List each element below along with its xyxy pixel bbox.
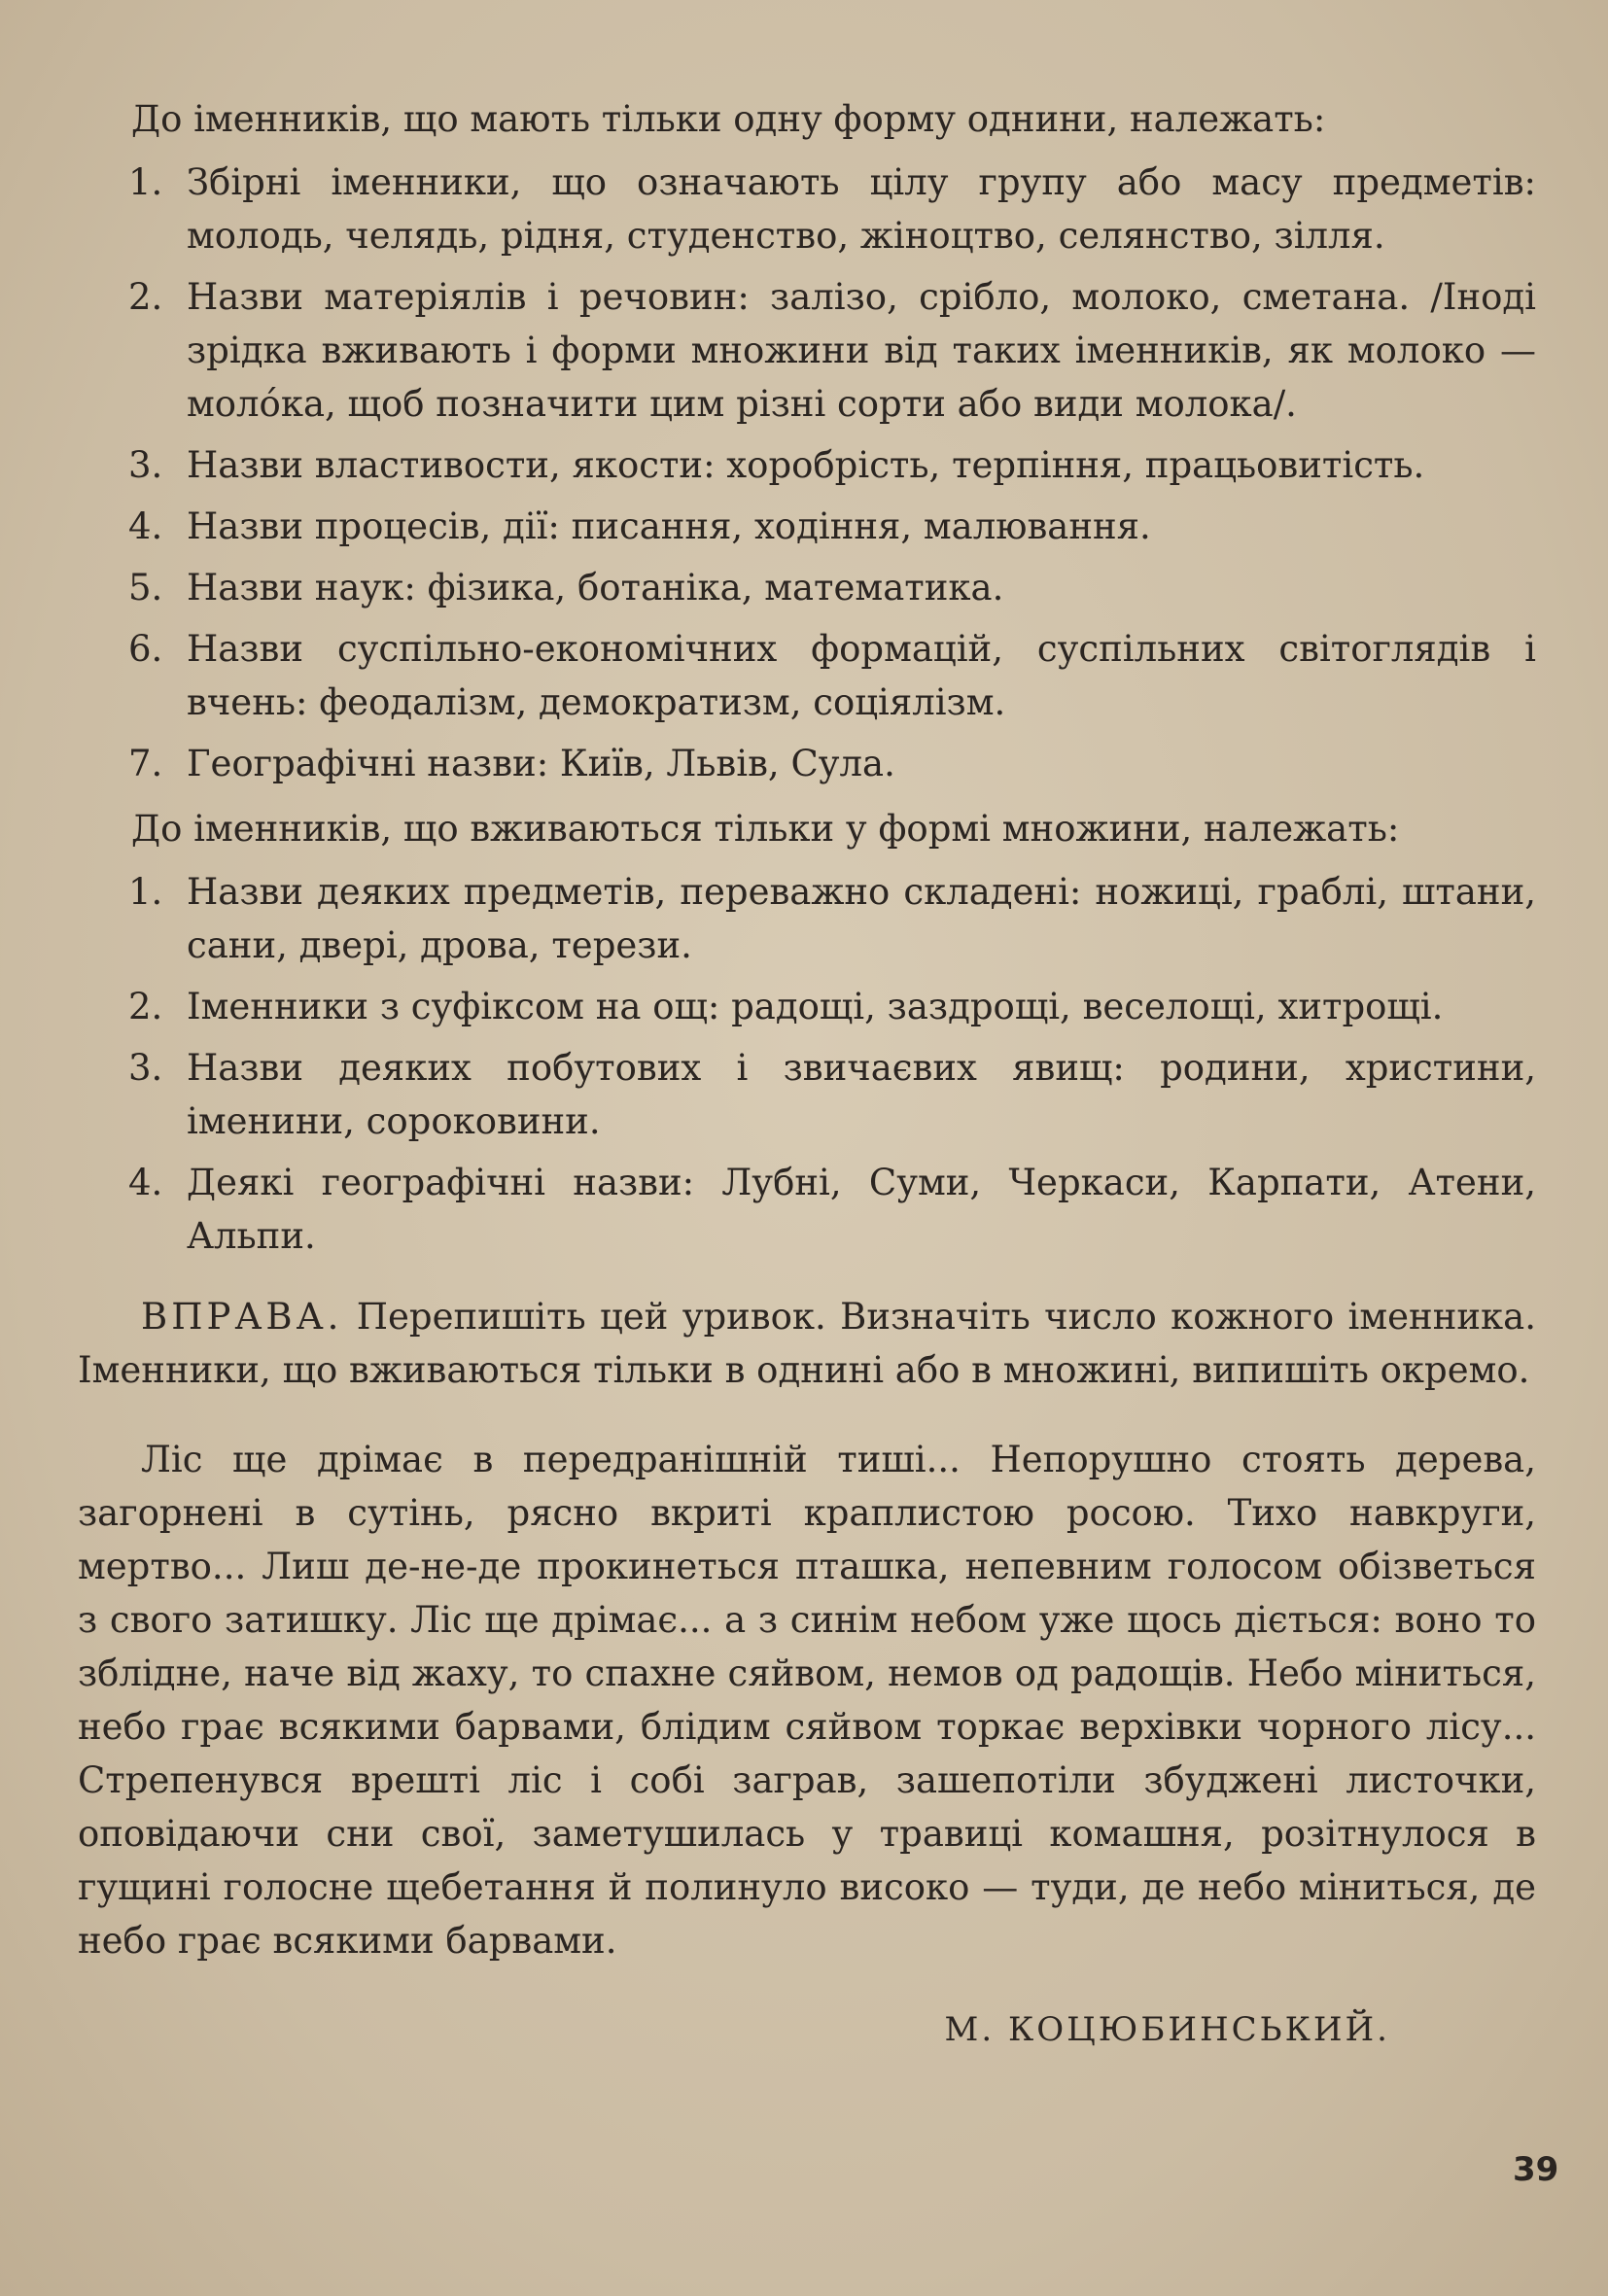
list-item bbox=[78, 1041, 1536, 1148]
section1-intro: До іменників, що мають тільки одну форму однини, належать: bbox=[131, 98, 1326, 140]
item-number: 3. bbox=[128, 1047, 163, 1089]
section1-list bbox=[78, 156, 1536, 790]
item-text: Назви процесів, дії: писання, ходіння, малювання. bbox=[187, 505, 1151, 547]
item-text: Географічні назви: Київ, Львів, Сула. bbox=[187, 743, 895, 784]
list-item bbox=[78, 156, 1536, 262]
list-item bbox=[78, 270, 1536, 431]
item-text: Збірні іменники, що означають цілу групу або масу предметів: молодь, челядь, рідня, студенство, жіноцтво, селянство, зілля. bbox=[187, 161, 1536, 257]
page-number: 39 bbox=[1513, 2150, 1559, 2189]
item-text: Назви наук: фізика, ботаніка, математика. bbox=[187, 567, 1004, 609]
item-text: Назви властивости, якости: хоробрість, терпіння, працьовитість. bbox=[187, 444, 1425, 486]
item-text: Назви матеріялів і речовин: залізо, срібло, молоко, сметана. /Іноді зрідка вживають і форми множини від таких іменників, як молоко — молóка, щоб позначити цим різні сорти або види молока/. bbox=[187, 276, 1536, 425]
exercise-label: ВПРАВА. bbox=[141, 1296, 343, 1338]
list-item bbox=[78, 980, 1536, 1033]
item-number: 5. bbox=[128, 567, 163, 609]
item-number: 2. bbox=[128, 986, 163, 1027]
exercise-heading bbox=[78, 1290, 1536, 1397]
item-text: Назви деяких предметів, переважно складені: ножиці, граблі, штани, сани, двері, дрова, терези. bbox=[187, 871, 1536, 966]
item-number: 4. bbox=[128, 1162, 163, 1203]
section2-intro: До іменників, що вживаються тільки у формі множини, належать: bbox=[131, 808, 1400, 850]
exercise-instruction: Перепишіть цей уривок. Визначіть число кожного іменника. Іменники, що вживаються тільки в однині або в множині, випишіть окремо. bbox=[78, 1296, 1536, 1391]
item-text: Іменники з суфіксом на ощ: радощі, заздрощі, веселощі, хитрощі. bbox=[187, 986, 1444, 1027]
item-number: 6. bbox=[128, 628, 163, 670]
item-number: 4. bbox=[128, 505, 163, 547]
item-text: Деякі географічні назви: Лубні, Суми, Черкаси, Карпати, Атени, Альпи. bbox=[187, 1162, 1536, 1257]
list-item bbox=[78, 500, 1536, 553]
item-number: 2. bbox=[128, 276, 163, 318]
list-item bbox=[78, 865, 1536, 972]
list-item bbox=[78, 1156, 1536, 1263]
page-content bbox=[78, 92, 1536, 2057]
item-number: 1. bbox=[128, 871, 163, 913]
list-item bbox=[78, 561, 1536, 614]
item-number: 3. bbox=[128, 444, 163, 486]
item-number: 7. bbox=[128, 743, 163, 784]
author-signature: М. КОЦЮБИНСЬКИЙ. bbox=[944, 2010, 1390, 2049]
item-number: 1. bbox=[128, 161, 163, 203]
item-text: Назви деяких побутових і звичаєвих явищ: родини, христини, іменини, сороковини. bbox=[187, 1047, 1536, 1142]
list-item bbox=[78, 438, 1536, 492]
exercise-passage: Ліс ще дрімає в передранішній тиші... Непорушно стоять дерева, загорнені в сутінь, рясно вкриті краплистою росою. Тихо навкруги, мертво... Лиш де-не-де прокинеться пташка, непевним голосом обізветься з свого затишку. Ліс ще дрімає... а з синім небом уже щось діється: воно то зблідне, наче від жаху, то спахне сяйвом, немов од радощів. Небо міниться, небо грає всякими барвами, блідим сяйвом торкає верхівки чорного лісу... Стрепенувся врешті ліс і собі заграв, зашепотіли збуджені листочки, оповідаючи сни свої, заметушилась у травиці комашня, розітнулося в гущині голосне щебетання й полинуло високо — туди, де небо міниться, де небо грає всякими барвами. bbox=[78, 1439, 1536, 1962]
list-item bbox=[78, 737, 1536, 790]
list-item bbox=[78, 622, 1536, 729]
item-text: Назви суспільно-економічних формацій, суспільних світоглядів і вчень: феодалізм, демократизм, соціялізм. bbox=[187, 628, 1536, 723]
section2-list bbox=[78, 865, 1536, 1263]
